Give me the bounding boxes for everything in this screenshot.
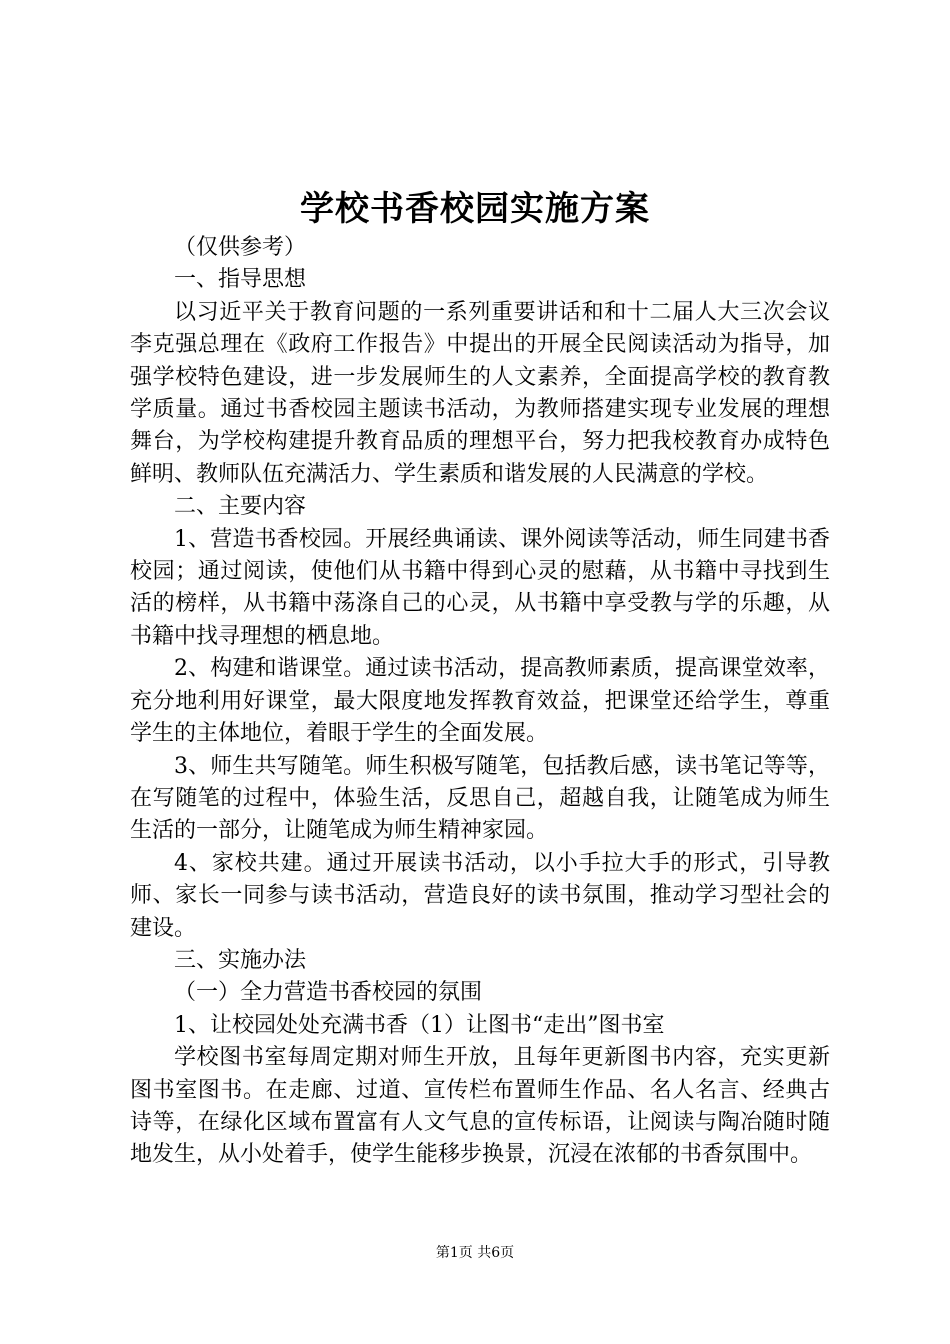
subitem-heading-library: 1、让校园处处充满书香（1）让图书“走出”图书室 — [174, 1012, 665, 1038]
paragraph-content-item-3: 3、师生共写随笔。师生积极写随笔，包括教后感，读书笔记等等，在写随笔的过程中，体验生活，反思自己，超越自我，让随笔成为师生生活的一部分，让随笔成为师生精神家园。 — [130, 753, 830, 844]
page-footer: 第1页 共6页 — [435, 1245, 515, 1261]
section-heading-implementation: 三、实施办法 — [174, 947, 307, 973]
reference-note: （仅供参考） — [174, 235, 307, 260]
paragraph-content-item-2: 2、构建和谐课堂。通过读书活动，提高教师素质，提高课堂效率，充分地利用好课堂，最大限度地发挥教育效益，把课堂还给学生，尊重学生的主体地位，着眼于学生的全面发展。 — [130, 656, 830, 747]
paragraph-guiding-ideology: 以习近平关于教育问题的一系列重要讲话和和十二届人大三次会议李克强总理在《政府工作报告》中提出的开展全民阅读活动为指导，加强学校特色建设，进一步发展师生的人文素养，全面提高学校的教育教学质量。通过书香校园主题读书活动，为教师搭建实现专业发展的理想舞台，为学校构建提升教育品质的理想平台，努力把我校教育办成特色鲜明、教师队伍充满活力、学生素质和谐发展的人民满意的学校。 — [130, 299, 830, 487]
paragraph-content-item-4: 4、家校共建。通过开展读书活动，以小手拉大手的形式，引导教师、家长一同参与读书活动，营造良好的读书氛围，推动学习型社会的建设。 — [130, 850, 830, 941]
paragraph-library: 学校图书室每周定期对师生开放，且每年更新图书内容，充实更新图书室图书。在走廊、过道、宣传栏布置师生作品、名人名言、经典古诗等，在绿化区域布置富有人文气息的宣传标语，让阅读与陶冶随时随地发生，从小处着手，使学生能移步换景，沉浸在浓郁的书香氛围中。 — [130, 1045, 830, 1168]
section-heading-guiding-ideology: 一、指导思想 — [174, 267, 307, 293]
subsection-heading-atmosphere: （一）全力营造书香校园的氛围 — [174, 980, 483, 1006]
paragraph-content-item-1: 1、营造书香校园。开展经典诵读、课外阅读等活动，师生同建书香校园；通过阅读，使他们从书籍中得到心灵的慰藉，从书籍中寻找到生活的榜样，从书籍中荡涤自己的心灵，从书籍中享受教与学的乐趣，从书籍中找寻理想的栖息地。 — [130, 526, 830, 649]
document-body — [130, 232, 830, 1172]
section-heading-main-content: 二、主要内容 — [174, 494, 307, 520]
document-title: 学校书香校园实施方案 — [300, 189, 650, 229]
